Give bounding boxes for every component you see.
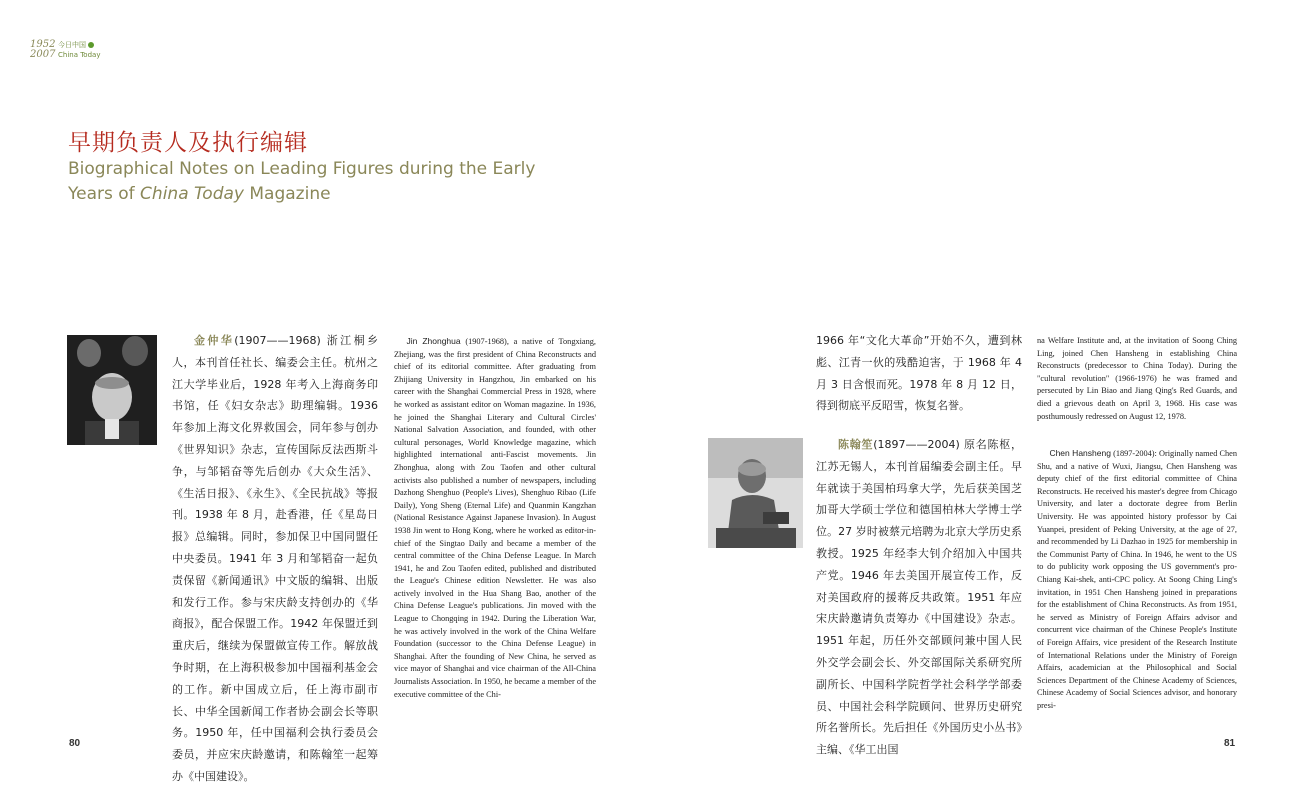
name-jin-zhonghua-en: Jin Zhonghua <box>406 336 461 346</box>
brand-en: China Today <box>58 51 101 59</box>
year-start: 1952 <box>30 39 56 50</box>
bio-chinese-jin-zhonghua <box>172 330 378 788</box>
bio-text-en-chen: (1897-2004): Originally named Chen Shu, and a native of Wuxi, Jiangsu, Chen Hansheng was deputy chief of the first editorial committee of China Reconstructs. He received his master's degree from Chicago University, and later a doctorate degree from Berlin University. He was appointed history professor by Cai Yuanpei, president of Peking University, at the age of 27, and recommended by Li Dazhao in 1925 for membership in the Communist Party of China. In 1946, he went to the US to do publicity work opposing the US government's pro-Chiang Kai-shek, anti-CPC policy. At Soong Ching Ling's invitation, in 1951 Chen Hansheng joined in preparations for the establishment of China Reconstructs. As from 1951, he served as Ministry of Foreign Affairs advisor and concurrent vice chairman of the Chinese People's Institute of Foreign Affairs, vice president of the Research Institute of International Relations under the Ministry of Foreign Affairs, academician at the Philosophical and Social Sciences Department of the Chinese Academy of Sciences, Chinese Academy of Social Sciences advisor, and honorary presi- <box>1037 449 1237 710</box>
bio-chinese-chen-hansheng <box>816 434 1022 761</box>
bio-english-chen-hansheng <box>1037 447 1237 712</box>
magazine-brand <box>58 40 100 60</box>
title-en-italic: China Today <box>140 184 244 204</box>
page-number-right: 81 <box>1224 738 1236 749</box>
name-chen-hansheng-cn: 陈翰笙 <box>838 438 874 451</box>
page-number-left: 80 <box>69 738 81 749</box>
portrait-photo-chen-hansheng <box>708 438 803 548</box>
brand-cn: 今日中国 <box>58 41 86 49</box>
title-en-post: Magazine <box>243 184 331 204</box>
name-chen-hansheng-en: Chen Hansheng <box>1049 448 1111 458</box>
bio-english-continued: na Welfare Institute and, at the invitation of Soong Ching Ling, joined Chen Hansheng in establishing China Reconstructs (predecessor to China Today). During the "cultural revolution" (1966-1976) he was framed and persecuted by Lin Biao and Jiang Qing's Red Guards, and died a grievous death on April 3, 1968. His case was posthumously redressed on August 12, 1978. <box>1037 336 1237 421</box>
title-english <box>68 157 588 207</box>
title-en-pre: Years of <box>68 184 141 204</box>
year-end: 2007 <box>30 49 56 60</box>
bio-english-jin-zhonghua <box>394 335 596 701</box>
bio-text-en: (1907-1968), a native of Tongxiang, Zhejiang, was the first president of China Reconstructs and chief of its editorial committee. After graduating from Zhijiang University in Hangzhou, Jin embarked on his career with the Shanghai Commercial Press in 1928, where he worked as assistant editor on Woman magazine. In 1936, he joined the Shanghai Literary and Cultural Circles' National Salvation Association, and founded, with other cultural personages, World Knowledge magazine, which highlighted international anti-Fascist movements. Jin Zhonghua, along with Zou Taofen and other cultural activists also published a number of newspapers, including Dazhong Shenghuo (People's Lives), Shenghuo Ribao (Life Daily), Yong Sheng (Eternal Life) and Quanmin Kangzhan (National Resistance Against Japanese Invasion). In August 1938 Jin went to Hong Kong, where he worked as editor-in-chief of the Singtao Daily and became a member of the central committee of the China Defense League. In March 1941, he and Zou Taofen edited, published and distributed the League's Chinese edition Newsletter. He was also actively involved in the Hua Shang Bao, another of the China Defense League's publications. Jin moved with the League to Chongqing in 1942. During the Liberation War, he was actively involved in the work of the China Welfare Foundation (successor to the China Defense League) in Shanghai. After the founding of New China, he served as vice mayor of Shanghai and vice chairman of the All-China Journalists Association. In 1950, he became a member of the executive committee of the Chi- <box>394 337 596 699</box>
bio-chinese-continued: 1966 年“文化大革命”开始不久，遭到林彪、江青一伙的残酷迫害，于 1968 年 4 月 3 日含恨而死。1978 年 8 月 12 日，得到彻底平反昭雪，恢复名誉。 <box>816 334 1022 413</box>
bio-text-cn-chen: (1897——2004) 原名陈枢，江苏无锡人，本刊首届编委会副主任。早年就读于美国柏玛拿大学，先后获美国芝加哥大学硕士学位和德国柏林大学博士学位。27 岁时被蔡元培聘为北京大学历史系教授。1925 年经李大钊介绍加入中国共产党。1946 年去美国开展宣传工作，反对美国政府的援蒋反共政策。1951 年应宋庆龄邀请负责筹办《中国建设》杂志。1951 年起，历任外交部顾问兼中国人民外交学会副会长、外交部国际关系研究所副所长、中国科学院哲学社会科学学部委员、中国社会科学院顾问、世界历史研究所名誉所长。先后担任《外国历史小丛书》主编、《华工出国 <box>816 438 1023 757</box>
brand-logo-icon <box>88 42 94 48</box>
bio-text-cn: (1907——1968) 浙江桐乡人，本刊首任社长、编委会主任。杭州之江大学毕业后，1928 年考入上海商务印书馆，任《妇女杂志》助理编辑。1936 年参加上海文化界救国会，同年参与创办《世界知识》杂志，宣传国际反法西斯斗争，与邹韬奋等先后创办《大众生活》、《生活日报》、《永生》、《全民抗战》等报刊。1938 年 8 月，赴香港，任《星岛日报》总编辑。同时，参加保卫中国同盟任中央委员。1941 年 3 月和邹韬奋一起负责保留《新闻通讯》中文版的编辑、出版和发行工作。参与宋庆龄支持创办的《华商报》，配合保盟工作。1942 年保盟迁到重庆后，继续为保盟做宣传工作。解放战争时期，在上海积极参加中国福利基金会的工作。新中国成立后，任上海市副市长、中华全国新闻工作者协会副会长等职务。1950 年，任中国福利会执行委员会委员，并应宋庆龄邀请，和陈翰笙一起筹办《中国建设》。 <box>172 334 379 783</box>
portrait-photo-jin-zhonghua <box>67 335 157 445</box>
magazine-years <box>30 40 55 60</box>
title-english-line2 <box>68 182 588 207</box>
title-chinese: 早期负责人及执行编辑 <box>68 130 308 156</box>
title-english-line1: Biographical Notes on Leading Figures during the Early <box>68 159 536 179</box>
name-jin-zhonghua-cn: 金仲华 <box>194 334 235 347</box>
